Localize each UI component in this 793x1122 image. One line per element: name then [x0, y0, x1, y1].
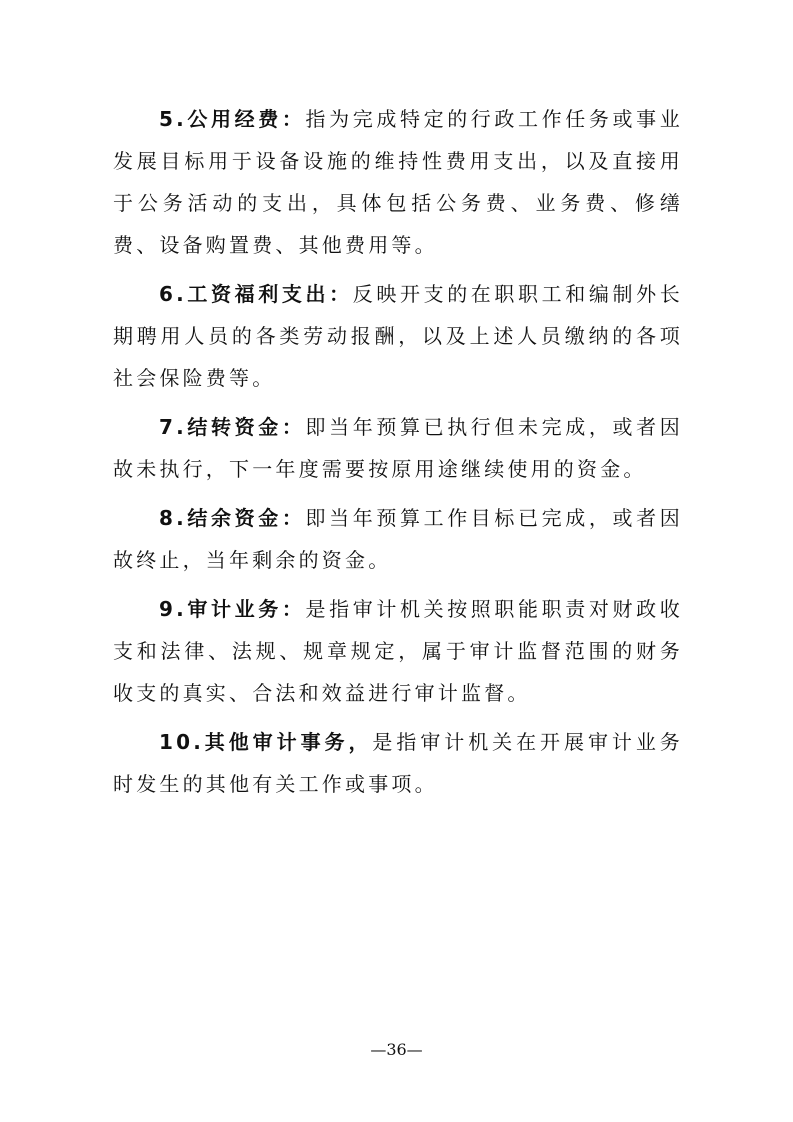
paragraph-other-audit-affairs [113, 721, 683, 805]
term-definition: 反映开支的在职职工和编制外长期聘用人员的各类劳动报酬，以及上述人员缴纳的各项社会保险费等。 [113, 282, 683, 390]
term-definition: 即当年预算已执行但未完成，或者因故未执行，下一年度需要按原用途继续使用的资金。 [113, 415, 683, 481]
term-label: 9.审计业务： [159, 597, 306, 621]
term-definition: 指为完成特定的行政工作任务或事业发展目标用于设备设施的维持性费用支出，以及直接用于公务活动的支出，具体包括公务费、业务费、修缮费、设备购置费、其他费用等。 [113, 107, 683, 257]
term-label: 10.其他审计事务， [159, 730, 373, 754]
paragraph-audit-business [113, 588, 683, 714]
term-label: 8.结余资金： [159, 506, 306, 530]
term-definition: 即当年预算工作目标已完成，或者因故终止，当年剩余的资金。 [113, 506, 683, 572]
paragraph-surplus-funds [113, 497, 683, 581]
term-definition: 是指审计机关在开展审计业务时发生的其他有关工作或事项。 [113, 730, 683, 796]
term-definition: 是指审计机关按照职能职责对财政收支和法律、法规、规章规定，属于审计监督范围的财务收支的真实、合法和效益进行审计监督。 [113, 597, 683, 705]
paragraph-wage-welfare [113, 273, 683, 399]
term-label: 6.工资福利支出： [159, 282, 353, 306]
document-body [113, 98, 683, 812]
paragraph-carryover-funds [113, 406, 683, 490]
term-label: 7.结转资金： [159, 415, 306, 439]
term-label: 5.公用经费： [159, 107, 306, 131]
paragraph-public-expenses [113, 98, 683, 266]
page-number: —36— [370, 1040, 423, 1059]
